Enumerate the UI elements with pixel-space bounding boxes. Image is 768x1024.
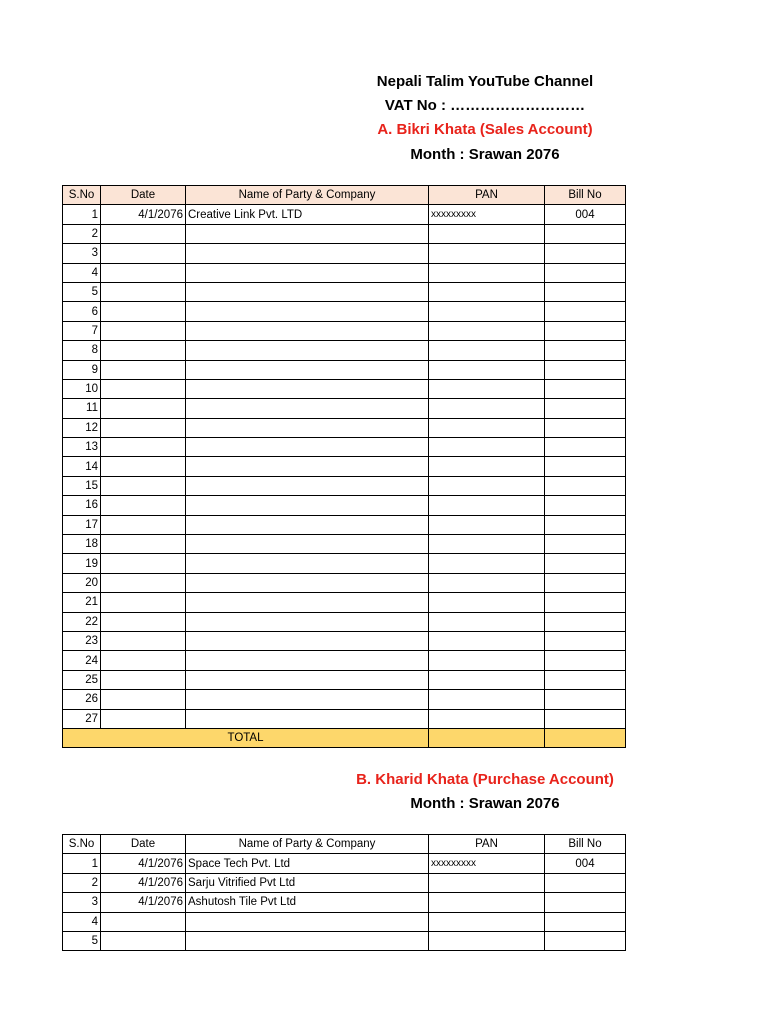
col-header-sno: S.No [63, 186, 101, 205]
date-cell [101, 670, 186, 689]
pan-cell [429, 224, 545, 243]
party-name-cell [186, 457, 429, 476]
party-name-cell [186, 399, 429, 418]
serial-number-cell: 15 [63, 476, 101, 495]
bill-number-cell: 004 [545, 205, 626, 224]
table-row [63, 573, 626, 592]
total-row [63, 728, 626, 747]
date-cell: 4/1/2076 [101, 205, 186, 224]
table-row [63, 612, 626, 631]
date-cell [101, 709, 186, 728]
table-row [63, 341, 626, 360]
bill-number-cell [545, 263, 626, 282]
date-cell [101, 476, 186, 495]
table-row [63, 931, 626, 950]
table-row [63, 893, 626, 912]
date-cell [101, 263, 186, 282]
pan-cell [429, 593, 545, 612]
total-pan-cell [429, 728, 545, 747]
bill-number-cell [545, 593, 626, 612]
serial-number-cell: 1 [63, 205, 101, 224]
serial-number-cell: 3 [63, 893, 101, 912]
total-label: TOTAL [63, 728, 429, 747]
party-name-cell: Creative Link Pvt. LTD [186, 205, 429, 224]
table-row [63, 651, 626, 670]
pan-cell [429, 457, 545, 476]
table-row [63, 593, 626, 612]
bill-number-cell [545, 379, 626, 398]
table-row [63, 205, 626, 224]
table-row [63, 457, 626, 476]
pan-cell [429, 244, 545, 263]
bill-number-cell [545, 360, 626, 379]
party-name-cell [186, 573, 429, 592]
pan-cell [429, 476, 545, 495]
date-cell [101, 399, 186, 418]
col-header-bill: Bill No [545, 835, 626, 854]
bill-number-cell [545, 670, 626, 689]
party-name-cell [186, 476, 429, 495]
bill-number-cell [545, 476, 626, 495]
date-cell [101, 612, 186, 631]
serial-number-cell: 13 [63, 438, 101, 457]
bill-number-cell [545, 438, 626, 457]
serial-number-cell: 6 [63, 302, 101, 321]
party-name-cell [186, 670, 429, 689]
col-header-pan: PAN [429, 186, 545, 205]
date-cell [101, 912, 186, 931]
party-name-cell [186, 931, 429, 950]
table-row [63, 476, 626, 495]
bill-number-cell [545, 931, 626, 950]
sales-table-header [63, 186, 626, 205]
serial-number-cell: 3 [63, 244, 101, 263]
date-cell [101, 496, 186, 515]
serial-number-cell: 24 [63, 651, 101, 670]
bill-number-cell [545, 573, 626, 592]
col-header-pan: PAN [429, 835, 545, 854]
date-cell [101, 341, 186, 360]
pan-cell [429, 912, 545, 931]
date-cell [101, 302, 186, 321]
sales-account-title: A. Bikri Khata (Sales Account) [377, 121, 593, 138]
bill-number-cell [545, 535, 626, 554]
bill-number-cell [545, 302, 626, 321]
table-row [63, 631, 626, 650]
channel-title: Nepali Talim YouTube Channel [376, 73, 594, 90]
date-cell [101, 379, 186, 398]
purchase-month: Month : Srawan 2076 [410, 795, 560, 812]
purchase-account-title: B. Kharid Khata (Purchase Account) [356, 771, 614, 788]
pan-cell [429, 321, 545, 340]
serial-number-cell: 4 [63, 263, 101, 282]
date-cell [101, 321, 186, 340]
col-header-bill: Bill No [545, 186, 626, 205]
bill-number-cell [545, 496, 626, 515]
serial-number-cell: 21 [63, 593, 101, 612]
serial-number-cell: 11 [63, 399, 101, 418]
party-name-cell: Sarju Vitrified Pvt Ltd [186, 873, 429, 892]
party-name-cell [186, 379, 429, 398]
party-name-cell: Space Tech Pvt. Ltd [186, 854, 429, 873]
serial-number-cell: 22 [63, 612, 101, 631]
bill-number-cell [545, 321, 626, 340]
serial-number-cell: 19 [63, 554, 101, 573]
col-header-date: Date [101, 186, 186, 205]
table-row [63, 854, 626, 873]
party-name-cell [186, 321, 429, 340]
pan-cell [429, 302, 545, 321]
party-name-cell [186, 535, 429, 554]
table-row [63, 709, 626, 728]
pan-cell [429, 612, 545, 631]
date-cell [101, 631, 186, 650]
bill-number-cell [545, 873, 626, 892]
table-row [63, 670, 626, 689]
party-name-cell [186, 302, 429, 321]
table-row [63, 224, 626, 243]
table-row [63, 873, 626, 892]
sales-account-table [62, 185, 626, 748]
table-row [63, 418, 626, 437]
table-row [63, 399, 626, 418]
serial-number-cell: 20 [63, 573, 101, 592]
pan-cell [429, 670, 545, 689]
pan-cell [429, 631, 545, 650]
bill-number-cell [545, 224, 626, 243]
serial-number-cell: 25 [63, 670, 101, 689]
serial-number-cell: 2 [63, 873, 101, 892]
bill-number-cell [545, 709, 626, 728]
bill-number-cell [545, 554, 626, 573]
bill-number-cell [545, 515, 626, 534]
bill-number-cell [545, 457, 626, 476]
pan-cell [429, 438, 545, 457]
pan-cell: xxxxxxxxx [429, 854, 545, 873]
pan-cell [429, 931, 545, 950]
party-name-cell [186, 593, 429, 612]
party-name-cell [186, 282, 429, 301]
pan-cell [429, 651, 545, 670]
date-cell [101, 457, 186, 476]
bill-number-cell [545, 690, 626, 709]
date-cell [101, 515, 186, 534]
col-header-party: Name of Party & Company [186, 835, 429, 854]
pan-cell [429, 709, 545, 728]
serial-number-cell: 23 [63, 631, 101, 650]
pan-cell [429, 360, 545, 379]
table-row [63, 379, 626, 398]
table-row [63, 912, 626, 931]
table-row [63, 360, 626, 379]
pan-cell [429, 418, 545, 437]
date-cell [101, 593, 186, 612]
party-name-cell [186, 224, 429, 243]
party-name-cell [186, 709, 429, 728]
party-name-cell [186, 690, 429, 709]
date-cell [101, 438, 186, 457]
serial-number-cell: 16 [63, 496, 101, 515]
party-name-cell [186, 496, 429, 515]
col-header-date: Date [101, 835, 186, 854]
date-cell [101, 360, 186, 379]
party-name-cell [186, 515, 429, 534]
pan-cell [429, 341, 545, 360]
serial-number-cell: 27 [63, 709, 101, 728]
bill-number-cell [545, 282, 626, 301]
party-name-cell [186, 263, 429, 282]
bill-number-cell [545, 244, 626, 263]
date-cell [101, 931, 186, 950]
date-cell: 4/1/2076 [101, 893, 186, 912]
serial-number-cell: 9 [63, 360, 101, 379]
bill-number-cell [545, 912, 626, 931]
date-cell [101, 418, 186, 437]
table-row [63, 438, 626, 457]
pan-cell [429, 282, 545, 301]
serial-number-cell: 18 [63, 535, 101, 554]
table-row [63, 321, 626, 340]
party-name-cell [186, 360, 429, 379]
party-name-cell [186, 612, 429, 631]
date-cell [101, 554, 186, 573]
serial-number-cell: 17 [63, 515, 101, 534]
table-row [63, 302, 626, 321]
col-header-party: Name of Party & Company [186, 186, 429, 205]
pan-cell [429, 515, 545, 534]
bill-number-cell [545, 631, 626, 650]
bill-number-cell [545, 341, 626, 360]
party-name-cell [186, 912, 429, 931]
serial-number-cell: 1 [63, 854, 101, 873]
serial-number-cell: 5 [63, 931, 101, 950]
party-name-cell [186, 244, 429, 263]
table-row [63, 554, 626, 573]
party-name-cell: Ashutosh Tile Pvt Ltd [186, 893, 429, 912]
pan-cell [429, 893, 545, 912]
serial-number-cell: 4 [63, 912, 101, 931]
table-row [63, 263, 626, 282]
pan-cell [429, 573, 545, 592]
pan-cell [429, 496, 545, 515]
party-name-cell [186, 651, 429, 670]
col-header-sno: S.No [63, 835, 101, 854]
table-row [63, 515, 626, 534]
party-name-cell [186, 631, 429, 650]
table-row [63, 244, 626, 263]
bill-number-cell [545, 399, 626, 418]
date-cell [101, 535, 186, 554]
serial-number-cell: 7 [63, 321, 101, 340]
pan-cell [429, 399, 545, 418]
party-name-cell [186, 438, 429, 457]
pan-cell [429, 535, 545, 554]
pan-cell: xxxxxxxxx [429, 205, 545, 224]
pan-cell [429, 379, 545, 398]
date-cell: 4/1/2076 [101, 873, 186, 892]
table-row [63, 690, 626, 709]
party-name-cell [186, 554, 429, 573]
serial-number-cell: 5 [63, 282, 101, 301]
table-row [63, 535, 626, 554]
serial-number-cell: 10 [63, 379, 101, 398]
party-name-cell [186, 341, 429, 360]
date-cell [101, 224, 186, 243]
party-name-cell [186, 418, 429, 437]
vat-number: VAT No : ……………………… [384, 97, 586, 114]
bill-number-cell [545, 612, 626, 631]
purchase-account-table [62, 834, 626, 951]
total-bill-cell [545, 728, 626, 747]
serial-number-cell: 14 [63, 457, 101, 476]
bill-number-cell [545, 893, 626, 912]
table-row [63, 282, 626, 301]
date-cell [101, 573, 186, 592]
serial-number-cell: 12 [63, 418, 101, 437]
bill-number-cell [545, 418, 626, 437]
date-cell [101, 651, 186, 670]
serial-number-cell: 8 [63, 341, 101, 360]
date-cell [101, 282, 186, 301]
pan-cell [429, 873, 545, 892]
sales-month: Month : Srawan 2076 [410, 146, 560, 163]
table-row [63, 496, 626, 515]
date-cell [101, 690, 186, 709]
date-cell [101, 244, 186, 263]
serial-number-cell: 2 [63, 224, 101, 243]
purchase-table-header [63, 835, 626, 854]
bill-number-cell [545, 651, 626, 670]
bill-number-cell: 004 [545, 854, 626, 873]
serial-number-cell: 26 [63, 690, 101, 709]
date-cell: 4/1/2076 [101, 854, 186, 873]
pan-cell [429, 690, 545, 709]
pan-cell [429, 263, 545, 282]
pan-cell [429, 554, 545, 573]
